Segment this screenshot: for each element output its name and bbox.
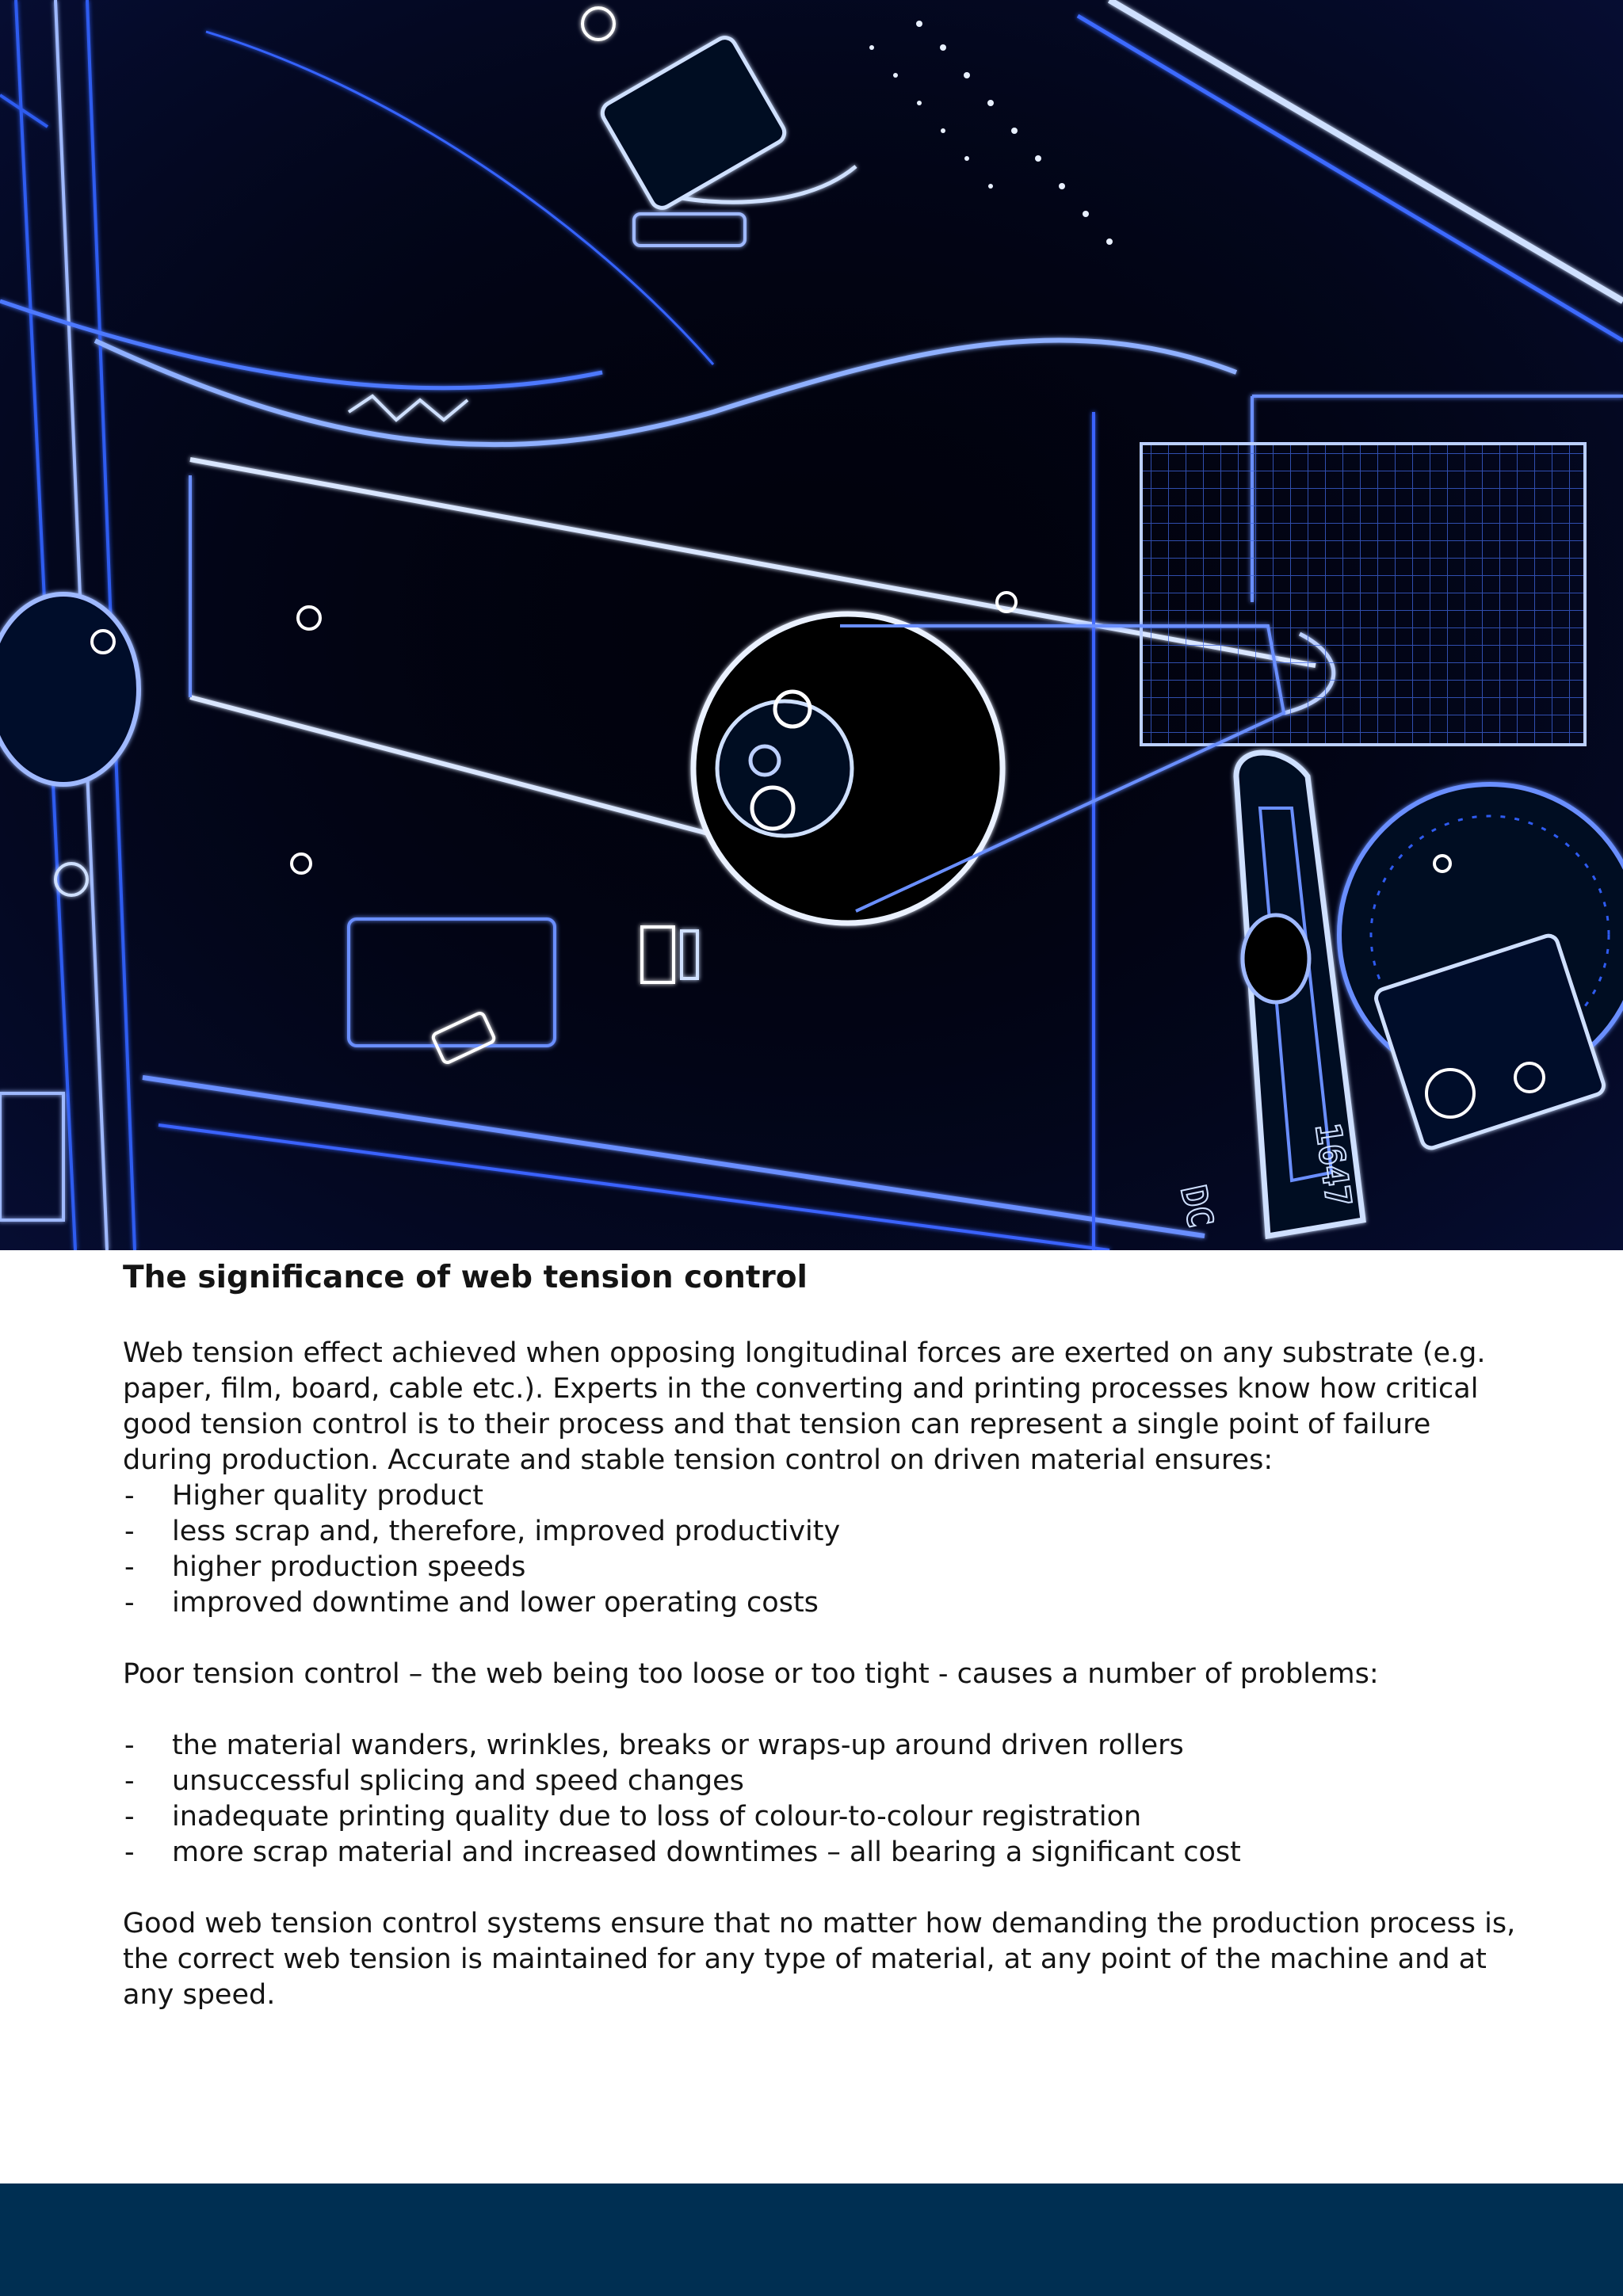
benefits-list xyxy=(123,1478,1518,1621)
problem-text: the material wanders, wrinkles, breaks or wraps-up around driven rollers xyxy=(172,1730,1184,1761)
problems-list xyxy=(123,1728,1518,1871)
problem-text: more scrap material and increased downtimes – all bearing a significant cost xyxy=(172,1836,1241,1868)
list-dash: - xyxy=(124,1836,135,1868)
benefit-text: higher production speeds xyxy=(172,1551,526,1583)
list-dash: - xyxy=(124,1516,135,1547)
list-dash: - xyxy=(124,1801,135,1833)
benefit-text: less scrap and, therefore, improved productivity xyxy=(172,1516,841,1547)
conclusion-paragraph: Good web tension control systems ensure that no matter how demanding the production process is, the correct web tension is maintained for any type of material, at any point of the machine and at any speed. xyxy=(123,1908,1516,2011)
paragraph-gap xyxy=(123,1692,1518,1728)
problem-item xyxy=(123,1799,1518,1835)
article-body xyxy=(123,1260,1518,2013)
list-dash: - xyxy=(124,1480,135,1512)
benefit-item xyxy=(123,1514,1518,1550)
poor-control-paragraph: Poor tension control – the web being too loose or too tight - causes a number of problems: xyxy=(123,1658,1379,1690)
benefit-item xyxy=(123,1478,1518,1514)
problem-text: unsuccessful splicing and speed changes xyxy=(172,1765,744,1797)
svg-text:DC: DC xyxy=(1172,1181,1221,1232)
problem-item xyxy=(123,1728,1518,1764)
paragraph-gap xyxy=(123,1621,1518,1657)
list-dash: - xyxy=(124,1765,135,1797)
paragraph-gap xyxy=(123,1871,1518,1906)
benefit-text: Higher quality product xyxy=(172,1480,483,1512)
benefit-item xyxy=(123,1550,1518,1585)
article-heading: The significance of web tension control xyxy=(123,1260,808,1295)
benefit-text: improved downtime and lower operating costs xyxy=(172,1587,819,1619)
problem-item xyxy=(123,1835,1518,1871)
list-dash: - xyxy=(124,1587,135,1619)
list-dash: - xyxy=(124,1551,135,1583)
intro-paragraph: Web tension effect achieved when opposing longitudinal forces are exerted on any substrate (e.g. paper, film, board, cable etc.). Experts in the converting and printing processes know how critical good tension control is to their process and that tension can represent a single point of failure during production. Accurate and stable tension control on driven material ensures: xyxy=(123,1337,1486,1476)
benefit-item xyxy=(123,1585,1518,1621)
problem-text: inadequate printing quality due to loss of colour-to-colour registration xyxy=(172,1801,1142,1833)
svg-text:1647: 1647 xyxy=(1307,1120,1359,1210)
list-dash: - xyxy=(124,1730,135,1761)
footer-band xyxy=(0,2183,1623,2296)
problem-item xyxy=(123,1764,1518,1799)
